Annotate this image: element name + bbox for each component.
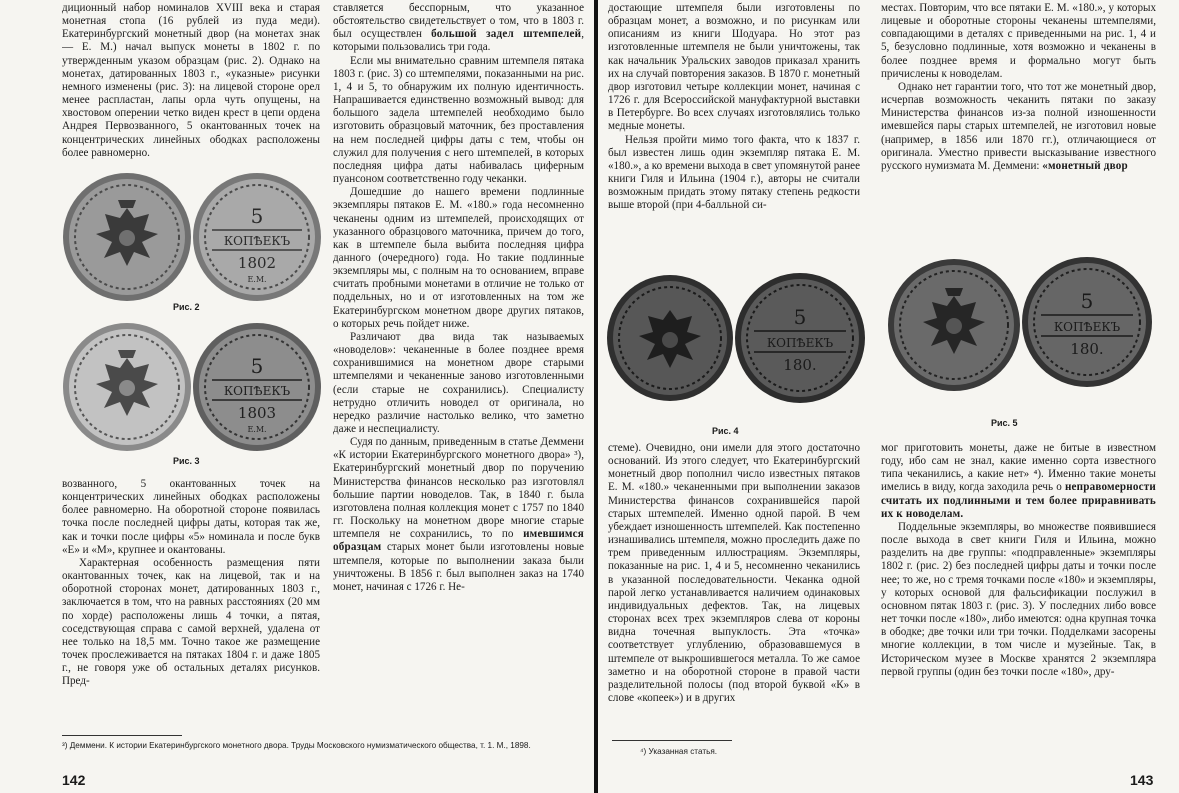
coin-legend: КОПѢЕКЪ bbox=[223, 234, 291, 248]
coin-date: 1803 bbox=[237, 404, 277, 422]
emphasis: большой задел штемпелей bbox=[431, 28, 582, 41]
figure-2 bbox=[60, 168, 324, 316]
paragraph: достающие штемпеля были изготовлены по образцам монет, а возможно, и по рисункам или описаниям из книги Шодуара. Но этот раз изготовленные штемпеля не были уничтожены, так как начальник Уральских заводов приказал хранить их на случай повторения заказов. В 1870 г. монетный двор изготовил четыре коллекции монет, начиная с 1726 г. для Всероссийской мануфактурной выставки в Петербурге. Во всех случаях изготовлялись только медные монеты. bbox=[608, 2, 860, 133]
coin-mintmark: Е.М. bbox=[247, 425, 267, 434]
figure-5-caption: Рис. 5 bbox=[991, 418, 1018, 428]
coin-obverse-eagle bbox=[604, 272, 736, 404]
right-col4-bottom bbox=[881, 442, 1156, 728]
emphasis: неправомерности считать их подлинными и тем более приравнивать их к новоделам. bbox=[881, 481, 1156, 520]
right-col3-bottom bbox=[608, 442, 860, 728]
figure-3 bbox=[60, 320, 324, 470]
coin-obverse-eagle bbox=[60, 320, 194, 454]
paragraph: Однако нет гарантии того, что тот же монетный двор, исчерпав возможность чеканить пятаки по заказу Министерства финансов из-за полной изношенности имевшейся пары старых штемпелей, не изготовил новые (например, в 1856 или 1870 гг.), отличающиеся от оригинала. Уместно привести высказывание известного русского нумизмата М. Деммени: «монетный двор bbox=[881, 80, 1156, 172]
page-number: 143 bbox=[1130, 772, 1154, 788]
coin-reverse-1802 bbox=[190, 170, 324, 304]
paragraph: Поддельные экземпляры, во множестве появившиеся после выхода в свет книги Гиля и Ильина, можно разделить на две группы: «подправленные» экземпляры 1802 г. (рис. 2) без последней цифры даты и точки после нее; то же, но с тремя точками после «180» и экземпляры, у которых основой для фальсификации послужил в основном пятак 1803 г. (рис. 3). У последних либо вовсе нет точки после «180», либо имеются: одна крупная точка в ободке; две точки или три точки. Подделками засорены многие коллекции, в том числе и музейные. Так, в Историческом музее в Москве хранятся 2 экземпляра первой группы (один без точки после «180», дру- bbox=[881, 520, 1156, 678]
footnote-rule bbox=[62, 735, 182, 736]
footnote-rule bbox=[612, 740, 732, 741]
coin-reverse-180 bbox=[1019, 254, 1155, 390]
coin-denomination: 5 bbox=[250, 204, 264, 228]
emphasis: имевшимся образцам bbox=[333, 528, 584, 554]
coin-obverse-eagle bbox=[885, 256, 1023, 394]
paragraph: Если мы внимательно сравним штемпеля пятака 1803 г. (рис. 3) со штемпелями, показанными на рис. 1, 4 и 5, то обнаружим их полную идентичность. Напрашивается единственно возможный вывод: для большого задела штемпелей необходимо было изготовить образцовый маточник, без проставления на нем последней цифры даты с тем, чтобы он служил для получения с него штемпелей, в которых последняя цифра даты набивалась циферным пуансоном соответственно году чеканки. bbox=[333, 54, 584, 186]
coin-denomination: 5 bbox=[1080, 289, 1094, 313]
page-number: 142 bbox=[62, 772, 86, 788]
figure-4 bbox=[604, 266, 872, 442]
paragraph: ставляется бесспорным, что указанное обстоятельство свидетельствует о том, что в 1803 г. был осуществлен большой задел штемпелей, которыми пользовались три года. bbox=[333, 2, 584, 54]
coin-date: 180. bbox=[1070, 340, 1104, 358]
figure-3-caption: Рис. 3 bbox=[173, 456, 200, 466]
coin-date: 1802 bbox=[237, 254, 277, 272]
paragraph: Различают два вида так называемых «новоделов»: чеканенные в более позднее время сохранившимися на монетном дворе старыми штемпелями и чеканенные заново изготовленными (если старые не сохранились). Специалисту нетрудно отличить новодел от оригинала, но нередко различие настолько велико, что заметно даже и неспециалисту. bbox=[333, 330, 584, 435]
coin-legend: КОПѢЕКЪ bbox=[223, 384, 291, 398]
figure-4-caption: Рис. 4 bbox=[712, 426, 739, 436]
coin-legend: КОПѢЕКЪ bbox=[1053, 320, 1121, 334]
paragraph: стеме). Очевидно, они имели для этого достаточно оснований. Из этого следует, что Екатеринбургский монетный двор пополнил число известных пятаков Е. М. «180.» чеканенными при выполнении заказов Министерства финансов сохранившейся парой старых штемпелей. Именно одной парой. В чем убеждает изношенность штемпелей. Как постепенно изнашивались штемпеля, можно проследить даже по трем приведенным иллюстрациям. Экземпляры, показанные на рис. 1, 4 и 5, несомненно чеканились в указанной последовательности. Чеканка одной парой легко устанавливается наличием одинаковых индивидуальных дефектов. Так, на лицевых сторонах всех трех экземпляров слева от короны видна точечная выпуклость. Эта «точка» соответствует углублению, образовавшемуся в штемпеле от выкрошившегося металла. То же самое заметно и на оборотной стороне в правой части разделительной полосы (под второй буквой «К» в слове «копеек») и в других bbox=[608, 442, 860, 704]
paragraph: Дошедшие до нашего времени подлинные экземпляры пятаков Е. М. «180.» года несомненно чеканены одним из штемпелей, происходящих от указанного образцового маточника, причем до того, как в штемпеле была выбита последняя цифра данного (очередного) года. Но такие подлинные экземпляры мы, с полным на то основанием, вправе считать пробными монетами в отличие не только от поддельных, но и от изготовленных на том же Екатеринбургском монетном дворе других пятаков, о которых речь пойдет ниже. bbox=[333, 186, 584, 330]
coin-denomination: 5 bbox=[250, 354, 264, 378]
figure-2-caption: Рис. 2 bbox=[173, 302, 200, 312]
emphasis: «монетный двор bbox=[1042, 159, 1128, 172]
paragraph: возванного, 5 окантованных точек на концентрических линейных ободках расположены более равномерно. На оборотной стороне появилась точка после последней цифры даты, которая так же, как и точки после цифры «5» номинала и после букв «Е» и «М», крупнее и окантованы. bbox=[62, 478, 320, 556]
paragraph: диционный набор номиналов XVIII века и старая монетная стопа (16 рублей из пуда меди). Екатеринбургский монетный двор (на монетах знак — Е. М.) начал выпуск монеты в 1802 г. по утвержденным указом образцам (рис. 2). Однако на монетах, датированных 1803 г., «указные» рисунки немного изменены (рис. 3): на лицевой стороне орел менее распластан, лапы орла чуть опущены, на хвостовом оперении четко виден крест в цепи ордена Андрея Первозванного, 5 окантованных точек на концентрических линейных ободках расположены более равномерно. bbox=[62, 2, 320, 159]
figure-5 bbox=[881, 252, 1157, 434]
coin-date: 180. bbox=[783, 356, 817, 374]
paragraph: местах. Повторим, что все пятаки Е. М. «180.», у которых лицевые и оборотные стороны чеканены штемпелями, совпадающими в деталях с приведенными на рис. 1, 4 и 5, безусловно подлинные, хотя возможно и чеканены в более позднее время и формально могут быть причислены к новоделам. bbox=[881, 2, 1156, 80]
paragraph: мог приготовить монеты, даже не битые в известном году, ибо сам не знал, какие именно сорта известного типа чеканились, а какие нет» ⁴). Именно такие монеты имелись в виду, когда заходила речь о неправомерности считать их подлинными и тем более приравнивать их к новоделам. bbox=[881, 442, 1156, 520]
right-col3-top bbox=[608, 2, 860, 264]
coin-obverse-eagle bbox=[60, 170, 194, 304]
left-col1-bottom bbox=[62, 478, 320, 728]
right-page bbox=[598, 0, 1179, 793]
coin-reverse-1803 bbox=[190, 320, 324, 454]
footnote: ⁴) Указанная статья. bbox=[640, 747, 718, 756]
left-col1-top bbox=[62, 2, 320, 168]
paragraph: Нельзя пройти мимо того факта, что к 1837 г. был известен лишь один экземпляр пятака Е. М. «180.», а ко времени выхода в свет упомянутой ранее книги Гиля и Ильина (1904 г.), авторы не считали возможным придать этому пятаку степень редкости выше второй (при 4-балльной си- bbox=[608, 133, 860, 212]
right-col4-top bbox=[881, 2, 1156, 250]
coin-mintmark: Е.М. bbox=[247, 275, 267, 284]
paragraph: Характерная особенность размещения пяти окантованных точек, как на лицевой, так и на оборотной сторонах монет, датированных 1803 г., заключается в том, что на равных расстояниях (20 мм по хорде) расположены лишь 4 точки, а пятая, соседствующая справа с самой верхней, удалена от нее только на 18,5 мм. Точно такое же размещение точек прослеживается на пятаках 1804 г. и даже 1805 г., не говоря уже об остальных деталях рисунков. Пред- bbox=[62, 556, 320, 688]
footnote: ³) Деммени. К истории Екатеринбургского монетного двора. Труды Московского нумизматического общества, т. 1. М., 1898. bbox=[62, 741, 531, 750]
coin-legend: КОПѢЕКЪ bbox=[766, 336, 834, 350]
left-col2 bbox=[333, 2, 584, 728]
paragraph: Судя по данным, приведенным в статье Деммени «К истории Екатеринбургского монетного двора» ³), Екатеринбургский монетный двор по поручению Министерства финансов несколько раз изготовлял большие партии новоделов. Так, в 1840 г. была изготовлена полная коллекция монет с 1757 по 1840 гг. Поскольку на монетном дворе многие старые штемпеля не сохранились, то по имевшимся образцам старых монет были изготовлены новые штемпеля, которые по выполнении заказа были уничтожены. В 1856 г. был выполнен заказ на 1740 монет, начиная с 1726 г. Не- bbox=[333, 436, 584, 593]
coin-reverse-180 bbox=[732, 270, 868, 406]
coin-denomination: 5 bbox=[793, 305, 807, 329]
